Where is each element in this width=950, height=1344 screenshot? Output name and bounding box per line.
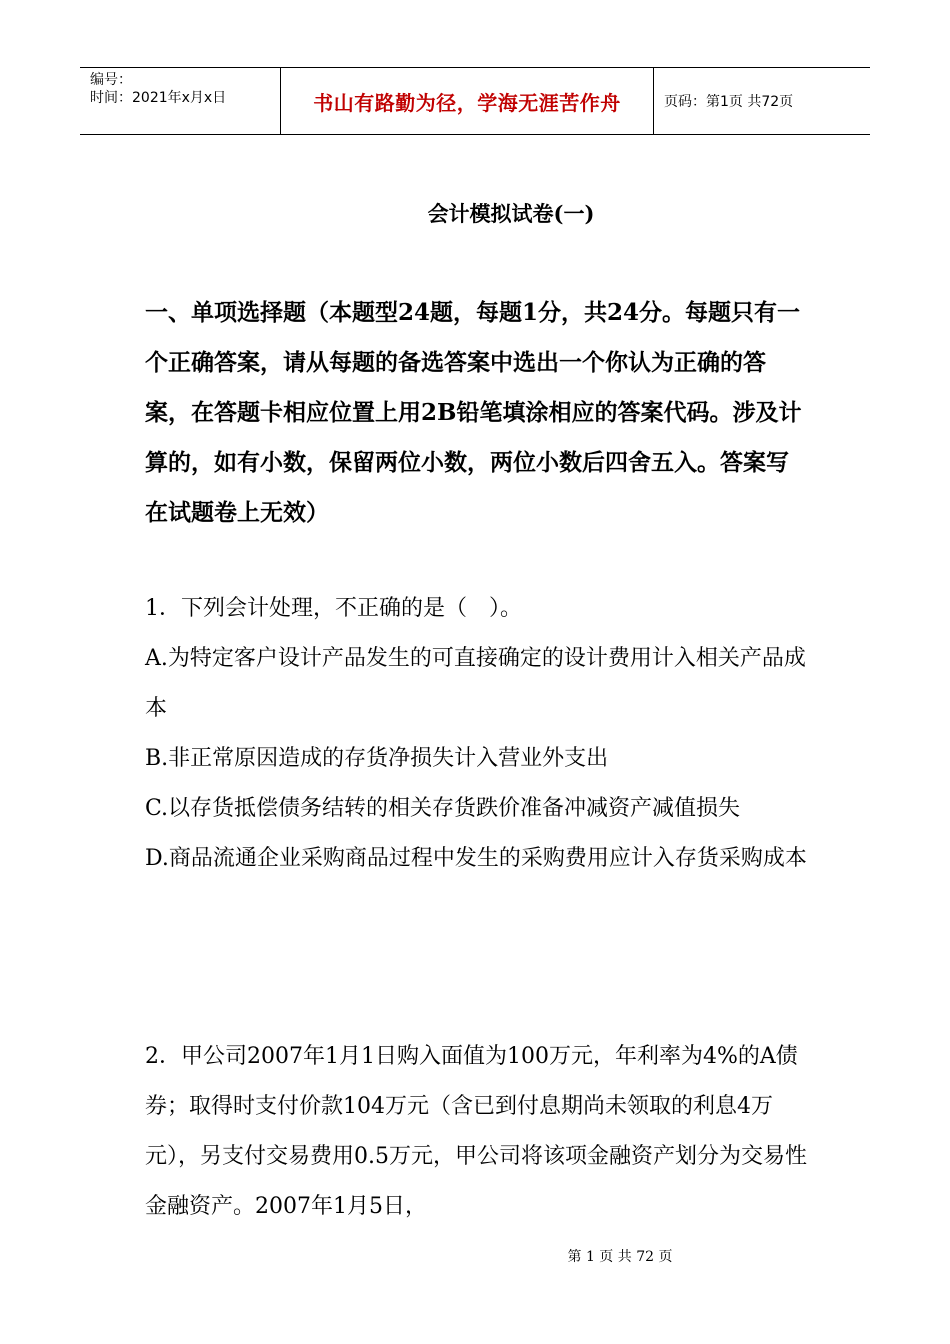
- option-d: D.商品流通企业采购商品过程中发生的采购费用应计入存货采购成本: [145, 846, 807, 871]
- header-page-info: 页码：第1页 共72页: [664, 94, 794, 110]
- option-a: A.为特定客户设计产品发生的可直接确定的设计费用计入相关产品成本: [145, 646, 806, 721]
- page-header: [80, 67, 870, 135]
- section-heading: 一、单项选择题（本题型24题，每题1分，共24分。每题只有一个正确答案，请从每题的备选答案中选出一个你认为正确的答案，在答题卡相应位置上用2B铅笔填涂相应的答案代码。涉及计算的，如有小数，保留两位小数，两位小数后四舍五入。答案写在试题卷上无效）: [145, 299, 802, 526]
- document-title: 会计模拟试卷(一): [427, 201, 595, 226]
- question-stem: 1．下列会计处理，不正确的是（ ）。: [145, 596, 522, 621]
- question-1: [145, 584, 809, 884]
- option-b: B.非正常原因造成的存货净损失计入营业外支出: [145, 746, 609, 771]
- page-footer: 第 1 页 共 72 页: [567, 1249, 673, 1265]
- question-2: [145, 1032, 809, 1232]
- number-label: 编号：: [90, 72, 132, 88]
- option-c: C.以存货抵偿债务结转的相关存货跌价准备冲减资产减值损失: [145, 796, 741, 821]
- header-meta: [80, 68, 280, 134]
- time-label: 时间：2021年x月x日: [90, 90, 227, 106]
- question-stem: 2．甲公司2007年1月1日购入面值为100万元，年利率为4%的A债券；取得时支付价款104万元（含已到付息期尚未领取的利息4万元），另支付交易费用0.5万元，甲公司将该项金融资产划分为交易性金融资产。2007年1月5日，: [145, 1044, 807, 1219]
- header-motto: 书山有路勤为径，学海无涯苦作舟: [280, 68, 654, 134]
